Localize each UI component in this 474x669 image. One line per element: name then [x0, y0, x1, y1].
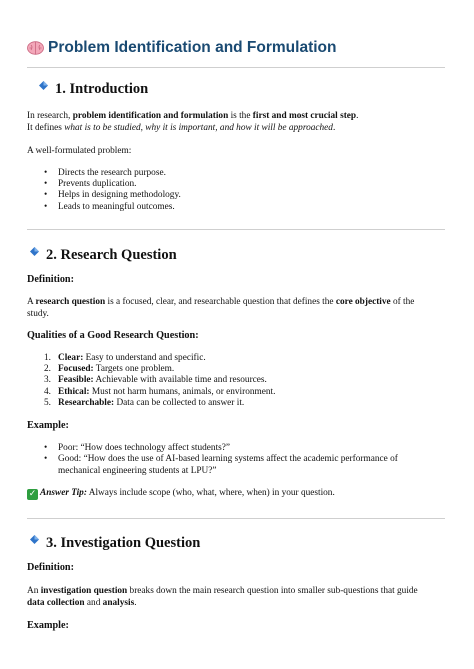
diamond-icon	[30, 247, 39, 256]
list-item: 1. Clear: Easy to understand and specific.	[44, 353, 206, 363]
divider	[27, 67, 445, 68]
list-item: • Directs the research purpose.	[58, 168, 181, 179]
page-title	[27, 38, 336, 57]
qualities-label: Qualities of a Good Research Question:	[27, 330, 199, 341]
list-item: • Helps in designing methodology.	[58, 190, 181, 201]
diamond-icon	[30, 535, 39, 544]
divider	[27, 229, 445, 230]
brain-icon	[27, 41, 44, 55]
section-heading-introduction: 1. Introduction	[39, 80, 148, 98]
qualities-list	[44, 353, 276, 409]
list-item: 2. Focused: Targets one problem.	[44, 364, 175, 375]
list-item: • Good: “How does the use of AI-based learning systems affect the academic performance of mechanical engineering students at LPU?”	[58, 454, 398, 477]
example-label: Example:	[27, 420, 69, 431]
section-heading-investigation-question: 3. Investigation Question	[30, 534, 200, 552]
list-item: • Poor: “How does technology affect students?”	[58, 443, 398, 454]
investigation-question-definition: An investigation question breaks down the main research question into smaller sub-questions that guide data collection and analysis.	[27, 586, 418, 608]
list-item: • Leads to meaningful outcomes.	[58, 202, 181, 213]
diamond-icon	[39, 81, 48, 90]
research-question-definition: A research question is a focused, clear, and researchable question that defines the core objective of the study.	[27, 297, 415, 319]
list-item: 3. Feasible: Achievable with available time and resources.	[44, 375, 267, 386]
example-label: Example:	[27, 620, 69, 631]
answer-tip: ✓ Answer Tip: Always include scope (who, what, where, when) in your question.	[28, 488, 335, 499]
intro-bullet-list	[58, 168, 181, 213]
definition-label: Definition:	[27, 274, 74, 285]
page-title-text: Problem Identification and Formulation	[48, 39, 337, 56]
list-item: • Prevents duplication.	[58, 179, 181, 190]
intro-paragraph: In research, problem identification and formulation is the first and most crucial step. It defines what is to be studied, why it is important, and how it will be approached.	[27, 111, 359, 133]
definition-label: Definition:	[27, 562, 74, 573]
list-item: 4. Ethical: Must not harm humans, animals, or environment.	[44, 386, 276, 397]
divider	[27, 518, 445, 519]
list-item: 5. Researchable: Data can be collected to answer it.	[44, 397, 245, 408]
example-list	[58, 443, 398, 477]
section-heading-research-question: 2. Research Question	[30, 246, 177, 264]
document-page	[27, 0, 445, 669]
intro-lead: A well-formulated problem:	[27, 146, 132, 156]
check-icon: ✓	[28, 489, 37, 499]
